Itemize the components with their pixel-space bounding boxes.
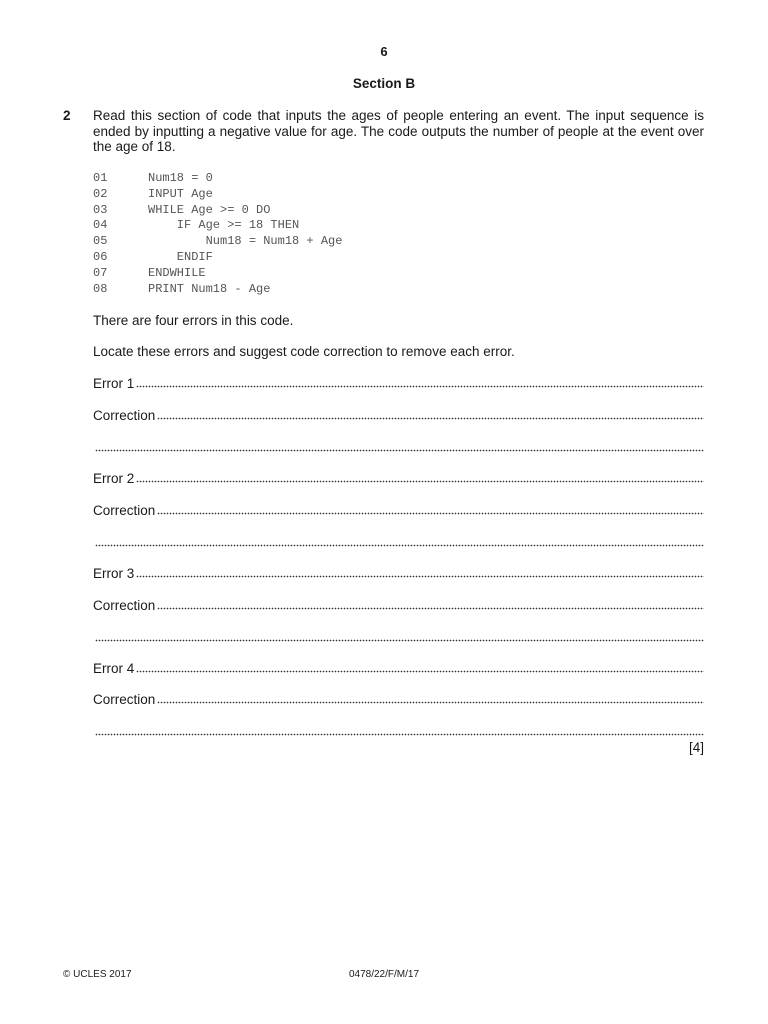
dotted-answer-line (157, 700, 704, 704)
footer-copyright: © UCLES 2017 (63, 969, 132, 980)
code-line (93, 187, 342, 203)
dotted-answer-line (136, 574, 704, 578)
code-line-text: INPUT Age (148, 186, 213, 201)
code-line (93, 203, 342, 219)
question-number: 2 (63, 108, 71, 123)
code-line-number: 03 (93, 202, 108, 217)
dotted-answer-line (157, 511, 704, 515)
code-line-text: IF Age >= 18 THEN (148, 218, 300, 233)
code-line-number: 07 (93, 265, 108, 280)
dotted-answer-line (95, 638, 704, 642)
error-3-line[interactable] (93, 563, 704, 581)
section-title: Section B (352, 76, 416, 91)
code-line-text: Num18 = 0 (148, 171, 213, 185)
correction-label: Correction (93, 692, 156, 707)
code-line (93, 218, 342, 234)
correction-label: Correction (93, 503, 156, 518)
errors-statement: There are four errors in this code. (93, 313, 294, 328)
error-label: Error 2 (93, 471, 135, 486)
dotted-answer-line (136, 479, 704, 483)
question-text: Read this section of code that inputs the ages of people entering an event. The input sequence is ended by inputting a negative value for age. The code outputs the number of people at the event over the age of 18. (93, 108, 704, 154)
marks-indicator: [4] (688, 740, 704, 755)
correction-1-continuation-line[interactable] (95, 437, 704, 455)
instruction-text: Locate these errors and suggest code correction to remove each error. (93, 344, 515, 359)
error-1-line[interactable] (93, 373, 704, 391)
code-line-number: 01 (93, 171, 108, 185)
correction-3-continuation-line[interactable] (95, 627, 704, 645)
code-line-text: ENDIF (148, 249, 213, 264)
code-line-number: 06 (93, 249, 108, 264)
dotted-answer-line (95, 448, 704, 452)
code-line (93, 234, 342, 250)
code-line-text: WHILE Age >= 0 DO (148, 202, 271, 217)
correction-3-line[interactable] (93, 595, 704, 613)
correction-4-line[interactable] (93, 689, 704, 707)
dotted-answer-line (136, 384, 704, 388)
dotted-answer-line (136, 669, 704, 673)
dotted-answer-line (95, 732, 704, 736)
code-line-number: 05 (93, 234, 108, 249)
code-listing (93, 171, 342, 297)
error-label: Error 1 (93, 376, 135, 391)
correction-1-line[interactable] (93, 405, 704, 423)
code-line-text: Num18 = Num18 + Age (148, 234, 343, 249)
code-line (93, 250, 342, 266)
code-line-text: PRINT Num18 - Age (148, 281, 271, 296)
correction-label: Correction (93, 408, 156, 423)
correction-2-continuation-line[interactable] (95, 532, 704, 550)
code-line-number: 08 (93, 281, 108, 296)
error-label: Error 4 (93, 661, 135, 676)
code-line-text: ENDWHILE (148, 265, 206, 280)
code-line (93, 282, 342, 298)
footer-paper-code: 0478/22/F/M/17 (348, 969, 420, 980)
error-4-line[interactable] (93, 658, 704, 676)
code-line-number: 02 (93, 186, 108, 201)
error-label: Error 3 (93, 566, 135, 581)
code-line-number: 04 (93, 218, 108, 233)
error-2-line[interactable] (93, 468, 704, 486)
dotted-answer-line (157, 606, 704, 610)
correction-4-continuation-line[interactable] (95, 721, 704, 739)
code-line (93, 266, 342, 282)
code-line (93, 171, 342, 187)
correction-2-line[interactable] (93, 500, 704, 518)
dotted-answer-line (95, 543, 704, 547)
page-number: 6 (380, 44, 388, 59)
dotted-answer-line (157, 416, 704, 420)
correction-label: Correction (93, 598, 156, 613)
